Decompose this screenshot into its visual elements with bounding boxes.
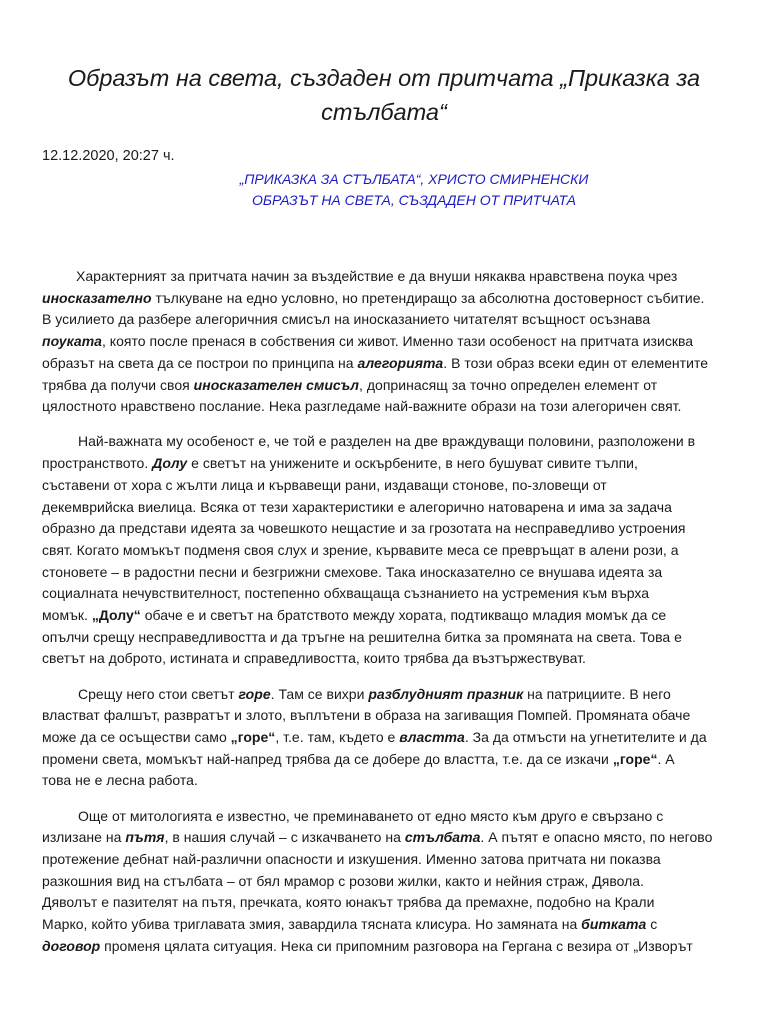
text-line [42,684,726,706]
text-line [42,627,726,649]
text-line [42,727,726,749]
text-segment: властват фалшът, развратът и злото, въплътени в образа на загиващия Помпей. Промяната обаче [42,707,691,724]
text-segment: Характерният за притчата начин за въздействие е да внуши някаква нравствена поука чрез [76,268,678,284]
text-segment: , допринасящ за точно определен елемент от [359,376,658,393]
paragraph [42,431,726,670]
text-segment: разкошния вид на стълбата – от бял мрамор с розови жилки, както и нейния страж, Дявола. [42,872,645,889]
text-segment: , която после пренася в собствения си живот. Именно тази особеност на притчата изисква [101,333,694,350]
text-segment: . Там се вихри [270,685,369,702]
text-line [42,562,726,584]
subtitle-line-1: „ПРИКАЗКА ЗА СТЪЛБАТА“, ХРИСТО СМИРНЕНСКИ [239,171,589,187]
text-line [42,431,726,453]
text-segment: с [646,916,658,933]
text-segment: социалната нечувствителност, постепенно обхващаща съзнанието на устремения към върха [42,585,650,602]
text-line [42,827,726,849]
text-line [42,749,726,771]
emphasized-term: договор [42,937,101,954]
text-segment: обаче е и светът на братството между хората, подтикващо младия момък да се [140,607,667,624]
text-segment: тълкуване на едно условно, но претендиращо за абсолютна достоверност събитие. [151,289,705,306]
text-segment: опълчи срещу несправедливостта и да тръгне на решителна битка за промяната на света. Това е [42,628,682,645]
publish-date: 12.12.2020, 20:27 ч. [42,148,175,164]
text-segment: Дяволът е пазителят на пътя, пречката, която юнакът трябва да премахне, подобно на Крали [42,894,655,911]
text-segment: , т.е. там, където е [275,729,400,746]
text-segment: . За да отмъсти на угнетителите и да [464,729,707,746]
text-segment: цялостното нравствено послание. Нека разгледаме най-важните образи на този алегоричен свят. [42,398,682,415]
text-segment: променя цялата ситуация. Нека си припомним разговора на Гергана с везира от „Изворът [100,937,693,954]
text-line [42,375,726,397]
text-segment: стоновете – в радостни песни и безгрижни смехове. Така иносказателно се внушава идеята за [42,563,663,580]
article-subtitle [42,169,726,211]
emphasized-term: иносказателен смисъл [193,376,360,393]
text-segment: . В този образ всеки един от елементите [443,354,709,371]
emphasized-term: горе [238,685,271,702]
text-line [42,605,726,627]
text-line [42,266,726,288]
text-segment: може да се осъществи само [42,729,231,746]
text-segment: образът на света да се построи по принципа на [42,354,358,371]
text-line [42,806,726,828]
bold-term: „Долу“ [91,607,141,624]
text-line [42,648,726,670]
text-line [42,518,726,540]
text-line [42,770,726,792]
article-body [42,266,726,958]
text-line [42,583,726,605]
text-segment: момък. [42,607,92,624]
emphasized-term: поуката [42,333,102,350]
text-segment: е светът на унижените и оскърбените, в него бушуват сивите тълпи, [187,455,638,472]
paragraph [42,806,726,958]
paragraph [42,266,726,418]
text-line [42,497,726,519]
text-line [42,288,726,310]
emphasized-term: алегорията [357,354,444,371]
text-segment: трябва да получи своя [42,376,194,393]
text-segment: пространството. [42,455,153,472]
text-line [42,353,726,375]
text-line [42,453,726,475]
text-line [42,309,726,331]
emphasized-term: разблудният празник [368,685,524,702]
text-segment: образно да представи идеята за човешкото нещастие и за грозотата на несправедливо устроения [42,520,686,537]
text-segment: Още от митологията е известно, че преминаването от едно място към друго е свързано с [78,807,664,824]
text-segment: излизане на [42,829,126,846]
text-line [42,871,726,893]
text-segment: светът на доброто, истината и справедливостта, които трябва да възтържествуват. [42,650,586,667]
emphasized-term: пътя [125,829,165,846]
text-line [42,849,726,871]
paragraph [42,684,726,793]
bold-term: „горе“ [230,729,276,746]
text-line [42,705,726,727]
page-title: Образът на света, създаден от притчата „Приказка за стълбата“ [67,65,701,125]
text-segment: Срещу него стои светът [78,685,239,702]
text-segment: на патрициите. В него [523,685,671,702]
emphasized-term: битката [581,916,647,933]
text-segment: . А [657,750,675,767]
text-segment: В усилието да разбере алегоричния смисъл на иносказанието читателят всъщност осъзнава [42,311,651,328]
emphasized-term: иносказателно [42,289,152,306]
text-segment: . А пътят е опасно място, по негово [480,829,713,846]
text-line [42,475,726,497]
text-segment: съставени от хора с жълти лица и кървавещи рани, издаващи стонове, по-зловещи от [42,476,607,493]
emphasized-term: стълбата [404,829,481,846]
emphasized-term: Долу [152,455,188,472]
text-segment: свят. Когато момъкът подменя своя слух и зрение, кървавите меса се превръщат в алени рози, а [42,541,679,558]
text-line [42,936,726,958]
text-segment: протежение дебнат най-различни опасности и изкушения. Именно затова притчата ни показва [42,851,661,868]
text-line [42,892,726,914]
bold-term: „горе“ [612,750,658,767]
text-segment: промени света, момъкът най-напред трябва да се добере до властта, т.е. да се изкачи [42,750,613,767]
text-line [42,914,726,936]
text-segment: Марко, който убива триглавата змия, завардила тясната клисура. Но замяната на [42,916,582,933]
text-segment: декемврийска виелица. Всяка от тези характеристики е алегорично натоварена и има за задача [42,498,672,515]
text-line [42,540,726,562]
text-segment: Най-важната му особеност е, че той е разделен на две враждуващи половини, разположени в [78,433,696,450]
text-line [42,396,726,418]
text-segment: , в нашия случай – с изкачването на [164,829,405,846]
subtitle-line-2: ОБРАЗЪТ НА СВЕТА, СЪЗДАДЕН ОТ ПРИТЧАТА [252,192,576,208]
text-line [42,331,726,353]
text-segment: това не е лесна работа. [42,772,198,789]
emphasized-term: властта [399,729,465,746]
